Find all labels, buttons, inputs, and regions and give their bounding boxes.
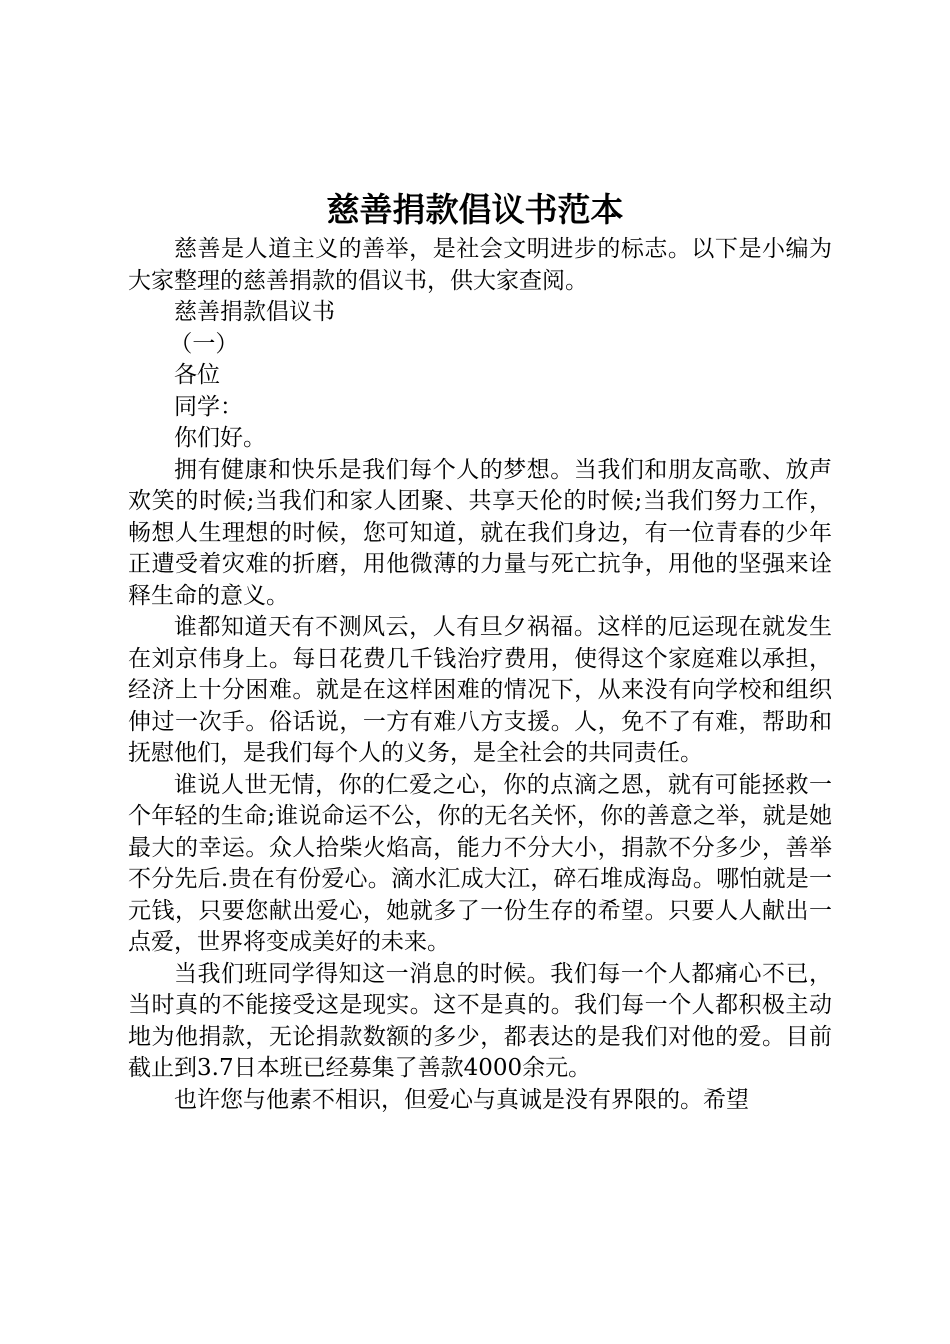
- body-paragraph: 拥有健康和快乐是我们每个人的梦想。当我们和朋友高歌、放声欢笑的时候;当我们和家人团聚、共享天伦的时候;当我们努力工作，畅想人生理想的时候，您可知道，就在我们身边，有一位青春的少年正遭受着灾难的折磨，用他微薄的力量与死亡抗争，用他的坚强来诠释生命的意义。: [128, 456, 832, 609]
- section-number: （一）: [169, 330, 239, 357]
- body-paragraph: 谁说人世无情，你的仁爱之心，你的点滴之恩，就有可能拯救一个年轻的生命;谁说命运不公，你的无名关怀，你的善意之举，就是她最大的幸运。众人拾柴火焰高，能力不分大小，捐款不分多少，善举不分先后.贵在有份爱心。滴水汇成大江，碎石堆成海岛。哪怕就是一元钱，只要您献出爱心，她就多了一份生存的希望。只要人人献出一点爱，世界将变成美好的未来。: [128, 771, 832, 955]
- salutation-line-2: 同学：: [174, 393, 243, 420]
- greeting: 你们好。: [174, 425, 266, 451]
- body-paragraph: 当我们班同学得知这一消息的时候。我们每一个人都痛心不已，当时真的不能接受这是现实。这不是真的。我们每一个人都积极主动地为他捐款，无论捐款数额的多少，都表达的是我们对他的爱。目前截止到3.7日本班已经募集了善款4000余元。: [128, 960, 832, 1081]
- body-paragraph: 谁都知道天有不测风云，人有旦夕祸福。这样的厄运现在就发生在刘京伟身上。每日花费几千钱治疗费用，使得这个家庭难以承担，经济上十分困难。就是在这样困难的情况下，从来没有向学校和组织伸过一次手。俗话说，一方有难八方支援。人，免不了有难，帮助和抚慰他们，是我们每个人的义务，是全社会的共同责任。: [128, 614, 832, 766]
- body-paragraph: 也许您与他素不相识，但爱心与真诚是没有界限的。希望: [174, 1086, 749, 1113]
- subtitle: 慈善捐款倡议书: [174, 299, 335, 325]
- document-body: [128, 234, 832, 1116]
- document-title: 慈善捐款倡议书范本: [326, 190, 624, 229]
- intro-paragraph: 慈善是人道主义的善举，是社会文明进步的标志。以下是小编为大家整理的慈善捐款的倡议书，供大家查阅。: [128, 236, 832, 294]
- salutation-line-1: 各位: [174, 362, 220, 388]
